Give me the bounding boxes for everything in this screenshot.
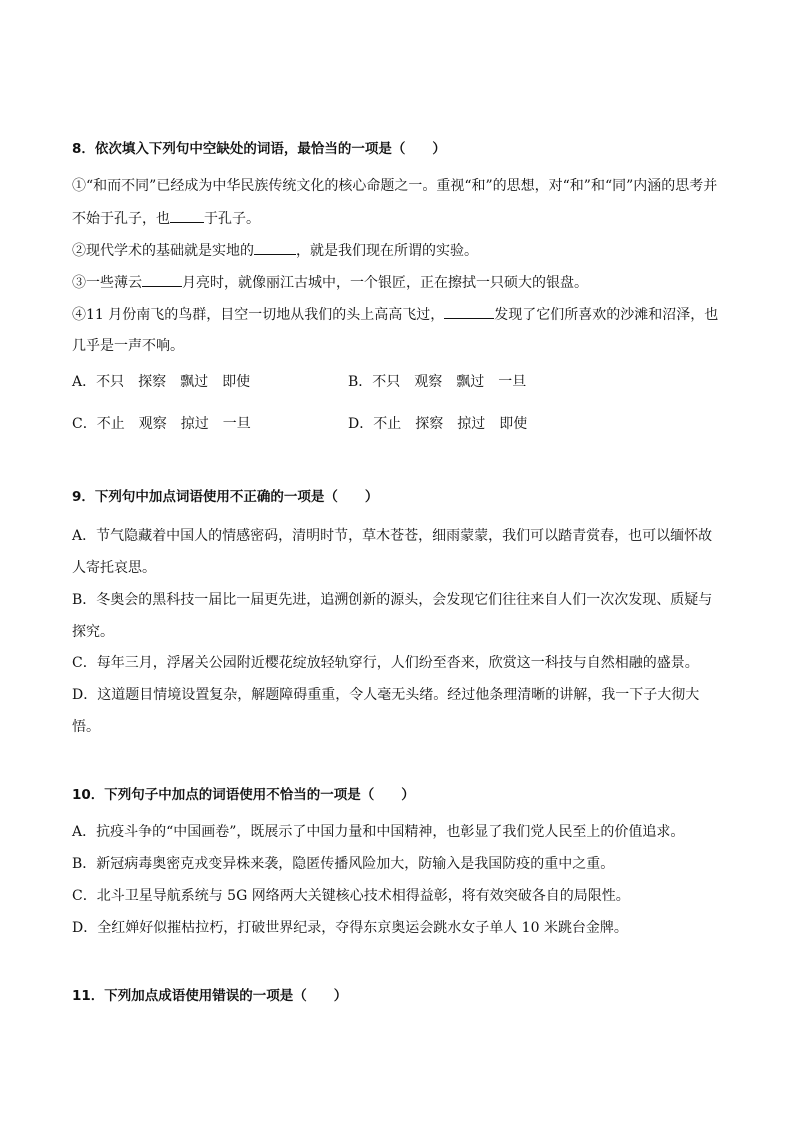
- q9-option-b-line-1[interactable]: B．冬奥会的黑科技一届比一届更先进，追溯创新的源头，会发现它们往往来自人们一次次发现、质疑与: [72, 592, 713, 608]
- q8-blank-3: [142, 273, 182, 287]
- q10-option-a[interactable]: A．抗疫斗争的“中国画卷”，既展示了中国力量和中国精神，也彰显了我们党人民至上的价值追求。: [72, 824, 685, 840]
- q10-option-d[interactable]: D．全红婵好似摧枯拉朽，打破世界纪录，夺得东京奥运会跳水女子单人 10 米跳台金牌。: [72, 920, 628, 936]
- q8-sentence-1-line-1: ①“和而不同”已经成为中华民族传统文化的核心命题之一。重视“和”的思想，对“和”和“同”内涵的思考并: [72, 178, 718, 194]
- question-11-title: 11．下列加点成语使用错误的一项是（ ）: [72, 988, 348, 1004]
- q8-option-d[interactable]: D．不止 探察 掠过 即使: [348, 416, 528, 432]
- q10-option-b[interactable]: B．新冠病毒奥密克戎变异株来袭，隐匿传播风险加大，防输入是我国防疫的重中之重。: [72, 856, 615, 872]
- q9-option-b-line-2[interactable]: 探究。: [72, 624, 114, 640]
- q8-sentence-4-line-1: ④11 月份南飞的鸟群，目空一切地从我们的头上高高飞过， 发现了它们所喜欢的沙滩和沼泽，也: [72, 307, 719, 323]
- q9-option-a-line-1[interactable]: A．节气隐藏着中国人的情感密码，清明时节，草木苍苍，细雨蒙蒙，我们可以踏青赏春，也可以缅怀故: [72, 528, 713, 544]
- question-10-title: 10．下列句子中加点的词语使用不恰当的一项是（ ）: [72, 787, 415, 803]
- q8-sentence-2: ②现代学术的基础就是实地的 ，就是我们现在所谓的实验。: [72, 243, 478, 259]
- q9-option-a-line-2[interactable]: 人寄托哀思。: [72, 560, 156, 576]
- q8-sentence-4-line-2: 几乎是一声不响。: [72, 338, 184, 354]
- q8-option-c[interactable]: C．不止 观察 掠过 一旦: [72, 416, 251, 432]
- question-9-title: 9．下列句中加点词语使用不正确的一项是（ ）: [72, 489, 379, 505]
- q8-sentence-1-line-2: 不始于孔子，也 于孔子。: [72, 211, 260, 227]
- q8-blank-2: [254, 241, 296, 255]
- q8-option-a[interactable]: A．不只 探察 飘过 即使: [72, 374, 251, 390]
- question-8-title: 8．依次填入下列句中空缺处的词语，最恰当的一项是（ ）: [72, 141, 446, 157]
- q10-option-c[interactable]: C．北斗卫星导航系统与 5G 网络两大关键核心技术相得益彰，将有效突破各自的局限性。: [72, 888, 630, 904]
- q8-blank-4: [444, 305, 494, 319]
- q8-blank-1: [170, 209, 204, 223]
- q8-sentence-3: ③一些薄云 月亮时，就像丽江古城中，一个银匠，正在擦拭一只硕大的银盘。: [72, 275, 588, 291]
- q9-option-d-line-1[interactable]: D．这道题目情境设置复杂，解题障碍重重，令人毫无头绪。经过他条理清晰的讲解，我一下子大彻大: [72, 687, 700, 703]
- q8-option-b[interactable]: B．不只 观察 飘过 一旦: [348, 374, 527, 390]
- q9-option-c[interactable]: C．每年三月，浮屠关公园附近樱花绽放轻轨穿行，人们纷至沓来，欣赏这一科技与自然相融的盛景。: [72, 655, 699, 671]
- q9-option-d-line-2[interactable]: 悟。: [72, 719, 100, 735]
